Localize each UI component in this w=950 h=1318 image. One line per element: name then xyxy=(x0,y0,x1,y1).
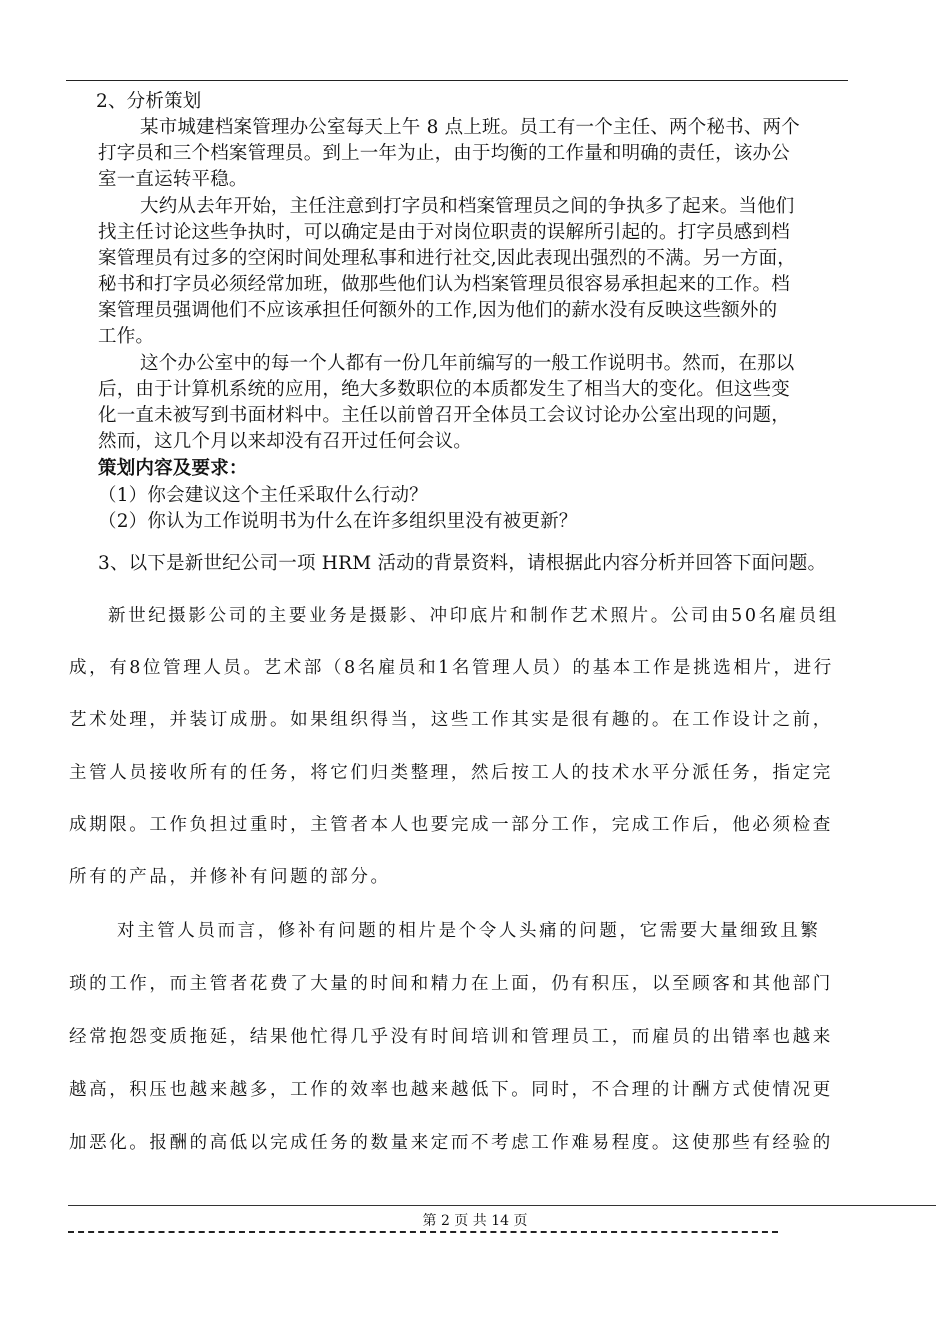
paragraph-line: 后，由于计算机系统的应用，绝大多数职位的本质都发生了相当大的变化。但这些变 xyxy=(98,379,790,400)
paragraph-line: 艺术处理，并装订成册。如果组织得当，这些工作其实是很有趣的。在工作设计之前， xyxy=(69,710,833,730)
paragraph-line: 工作。 xyxy=(98,326,155,347)
paragraph-line: 找主任讨论这些争执时，可以确定是由于对岗位职责的误解所引起的。打字员感到档 xyxy=(98,222,790,243)
page-number: 第 2 页 共 14 页 xyxy=(422,1213,528,1229)
paragraph-line: 新世纪摄影公司的主要业务是摄影、冲印底片和制作艺术照片。公司由50名雇员组 xyxy=(108,606,839,626)
paragraph-line: 然而，这几个月以来却没有召开过任何会议。 xyxy=(98,431,473,452)
paragraph-line: 案管理员强调他们不应该承担任何额外的工作,因为他们的薪水没有反映这些额外的 xyxy=(98,300,778,321)
paragraph-line: 室一直运转平稳。 xyxy=(98,169,248,190)
requirements-title: 策划内容及要求： xyxy=(98,458,248,479)
paragraph-line: 化一直未被写到书面材料中。主任以前曾召开全体员工会议讨论办公室出现的问题， xyxy=(98,405,790,426)
paragraph-line: 所有的产品，并修补有问题的部分。 xyxy=(69,867,391,887)
paragraph-line: 成期限。工作负担过重时，主管者本人也要完成一部分工作，完成工作后，他必须检查 xyxy=(69,815,833,835)
paragraph-line: 琐的工作，而主管者花费了大量的时间和精力在上面，仍有积压，以至顾客和其他部门 xyxy=(69,974,833,994)
paragraph-line: 大约从去年开始，主任注意到打字员和档案管理员之间的争执多了起来。当他们 xyxy=(140,196,795,217)
paragraph-line: 加恶化。报酬的高低以完成任务的数量来定而不考虑工作难易程度。这使那些有经验的 xyxy=(69,1133,833,1153)
paragraph-line: 对主管人员而言，修补有问题的相片是个令人头痛的问题，它需要大量细致且繁 xyxy=(117,921,821,941)
paragraph-line: 这个办公室中的每一个人都有一份几年前编写的一般工作说明书。然而，在那以 xyxy=(140,353,795,374)
paragraph-line: 成，有8位管理人员。艺术部（8名雇员和1名管理人员）的基本工作是挑选相片，进行 xyxy=(69,658,834,678)
paragraph-line: 打字员和三个档案管理员。到上一年为止，由于均衡的工作量和明确的责任，该办公 xyxy=(98,143,790,164)
paragraph-line: 案管理员有过多的空闲时间处理私事和进行社交,因此表现出强烈的不满。另一方面， xyxy=(98,248,796,269)
paragraph-line: 某市城建档案管理办公室每天上午 8 点上班。员工有一个主任、两个秘书、两个 xyxy=(140,117,800,138)
header-rule xyxy=(66,80,848,81)
question-1: （1）你会建议这个主任采取什么行动？ xyxy=(98,485,428,506)
paragraph-line: 主管人员接收所有的任务，将它们归类整理，然后按工人的技术水平分派任务，指定完 xyxy=(69,763,833,783)
paragraph-line: 秘书和打字员必须经常加班，做那些他们认为档案管理员很容易承担起来的工作。档 xyxy=(98,274,790,295)
paragraph-line: 越高，积压也越来越多，工作的效率也越来越低下。同时，不合理的计酬方式使情况更 xyxy=(69,1080,833,1100)
footer-rule xyxy=(68,1205,936,1206)
question-2: （2）你认为工作说明书为什么在许多组织里没有被更新？ xyxy=(98,511,578,532)
paragraph-line: 经常抱怨变质拖延，结果他忙得几乎没有时间培训和管理员工，而雇员的出错率也越来 xyxy=(69,1027,833,1047)
section3-heading: 3、以下是新世纪公司一项 HRM 活动的背景资料，请根据此内容分析并回答下面问题。 xyxy=(98,553,827,574)
section2-heading: 2、分析策划 xyxy=(96,91,202,112)
dashed-separator xyxy=(68,1231,778,1233)
